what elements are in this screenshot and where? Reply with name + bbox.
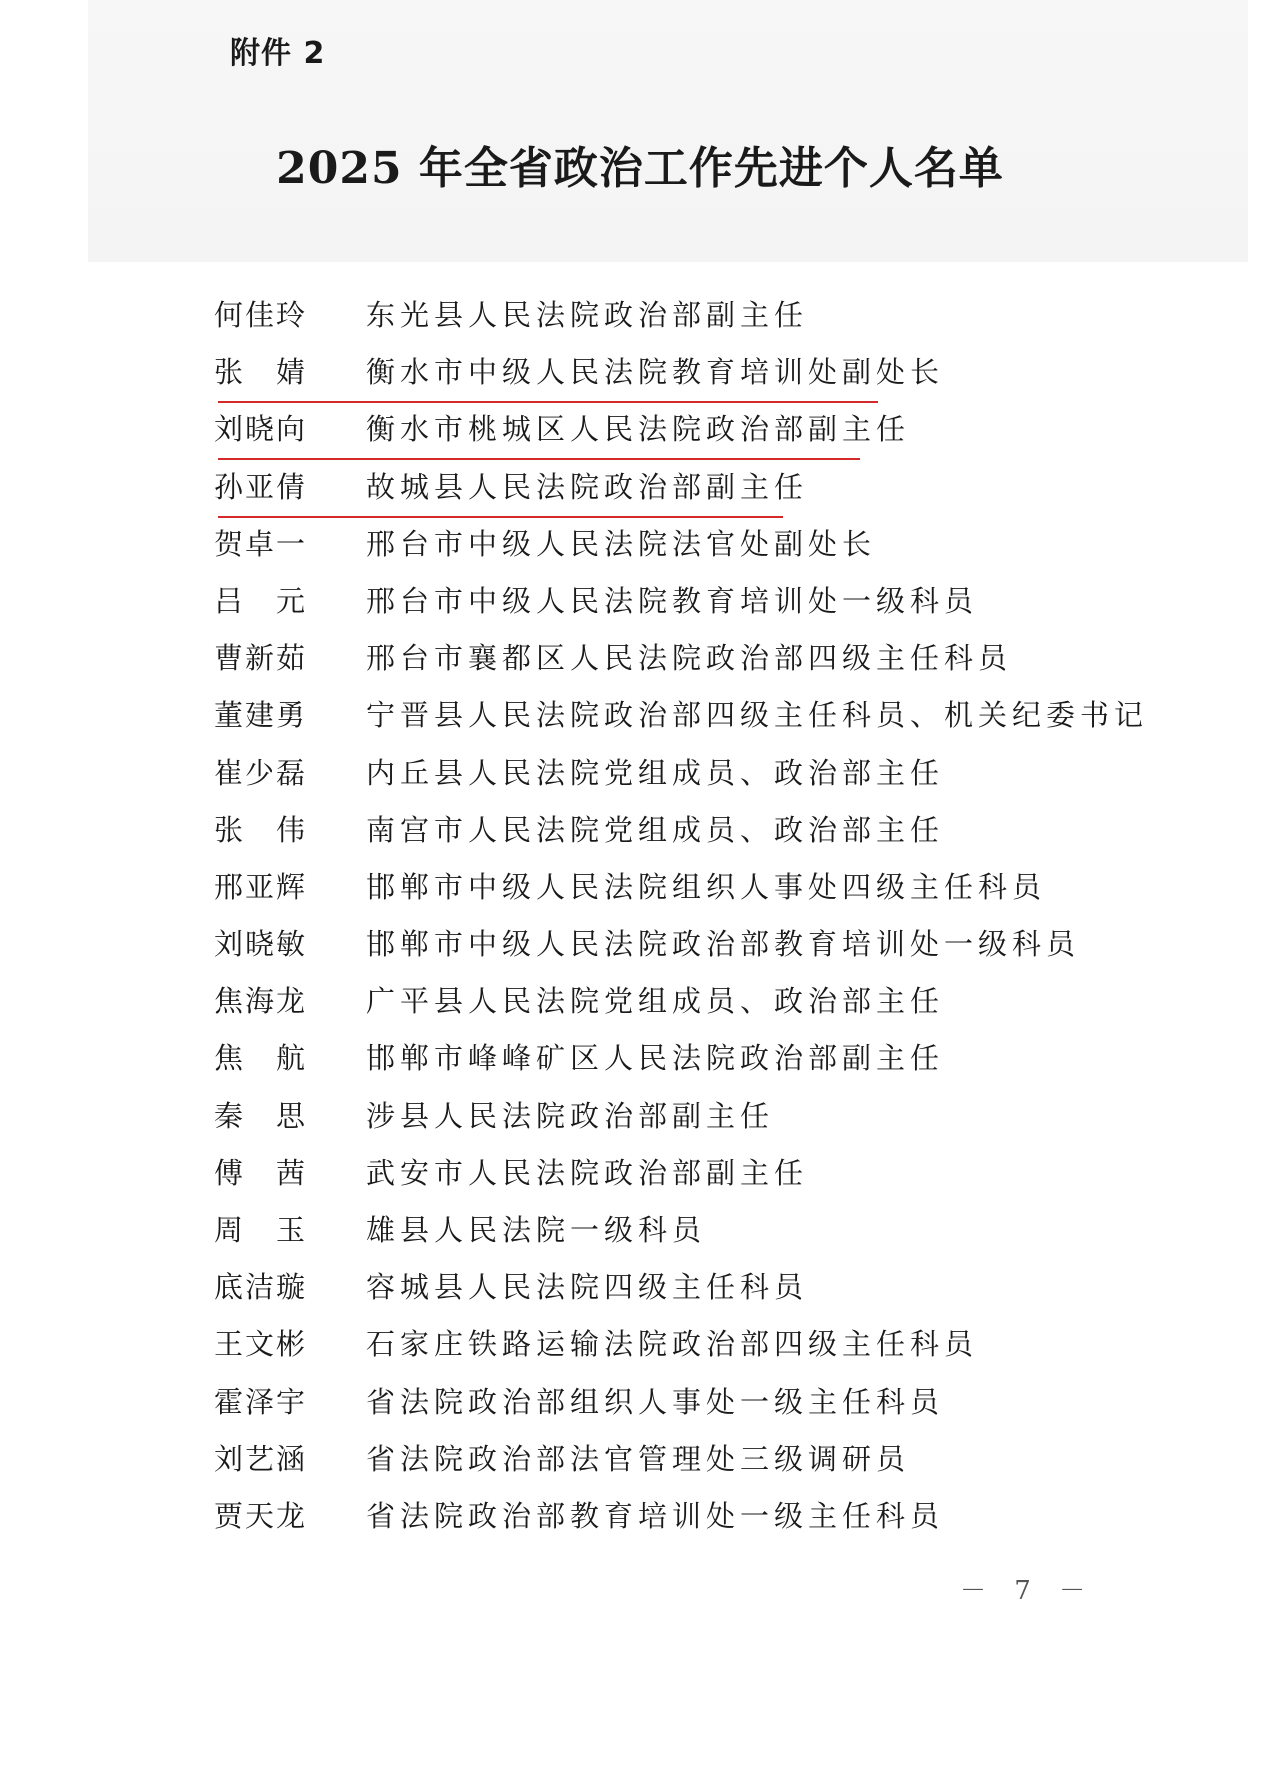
person-position: 省法院政治部法官管理处三级调研员 — [366, 1441, 911, 1476]
person-position: 邯郸市峰峰矿区人民法院政治部副主任 — [366, 1041, 945, 1076]
person-position: 宁晋县人民法院政治部四级主任科员、机关纪委书记 — [366, 698, 1149, 733]
person-position: 省法院政治部组织人事处一级主任科员 — [366, 1384, 945, 1419]
list-item — [214, 748, 1114, 805]
list-item — [214, 1205, 1114, 1262]
person-name: 秦 思 — [214, 1098, 308, 1133]
person-position: 邯郸市中级人民法院政治部教育培训处一级科员 — [366, 927, 1081, 962]
person-name: 董建勇 — [214, 698, 308, 733]
list-item — [214, 290, 1114, 347]
list-item — [214, 576, 1114, 633]
person-name: 刘晓敏 — [214, 927, 308, 962]
list-item — [214, 690, 1149, 747]
person-name: 吕 元 — [214, 583, 308, 618]
person-name: 何佳玲 — [214, 298, 308, 332]
person-position: 邢台市中级人民法院法官处副处长 — [366, 526, 877, 561]
red-underline — [218, 401, 878, 403]
person-position: 省法院政治部教育培训处一级主任科员 — [366, 1498, 945, 1533]
person-position: 雄县人民法院一级科员 — [366, 1213, 707, 1247]
person-name: 贾天龙 — [214, 1498, 308, 1533]
red-underline — [218, 458, 860, 460]
person-name: 傅 茜 — [214, 1155, 308, 1190]
person-position: 武安市人民法院政治部副主任 — [366, 1155, 809, 1190]
person-position: 广平县人民法院党组成员、政治部主任 — [366, 984, 945, 1019]
list-item — [214, 976, 1114, 1033]
person-name: 邢亚辉 — [214, 869, 308, 904]
person-name: 贺卓一 — [214, 526, 308, 561]
page-number: － 7 － — [960, 1576, 1096, 1606]
person-name: 刘艺涵 — [214, 1441, 308, 1476]
person-position: 邢台市中级人民法院教育培训处一级科员 — [366, 583, 979, 618]
list-item — [214, 919, 1114, 976]
person-name: 孙亚倩 — [214, 469, 308, 504]
person-position: 故城县人民法院政治部副主任 — [366, 469, 809, 504]
people-list — [214, 290, 1149, 1548]
person-position: 涉县人民法院政治部副主任 — [366, 1098, 775, 1133]
person-position: 邯郸市中级人民法院组织人事处四级主任科员 — [366, 869, 1047, 904]
list-item — [214, 862, 1114, 919]
person-position: 石家庄铁路运输法院政治部四级主任科员 — [366, 1327, 979, 1362]
person-name: 张 婧 — [214, 355, 308, 390]
list-item — [214, 1091, 1114, 1148]
list-item — [214, 1148, 1114, 1205]
person-name: 张 伟 — [214, 812, 308, 847]
person-name: 焦 航 — [214, 1041, 308, 1076]
person-position: 邢台市襄都区人民法院政治部四级主任科员 — [366, 641, 1013, 676]
list-item — [214, 1319, 1114, 1376]
list-item — [214, 404, 1114, 461]
person-position: 衡水市中级人民法院教育培训处副处长 — [366, 355, 945, 390]
person-name: 底洁璇 — [214, 1270, 308, 1305]
person-name: 崔少磊 — [214, 755, 308, 790]
list-item — [214, 1377, 1114, 1434]
person-name: 焦海龙 — [214, 984, 308, 1019]
page-title: 2025 年全省政治工作先进个人名单 — [276, 143, 1004, 194]
list-item — [214, 1434, 1114, 1491]
list-item — [214, 462, 1114, 519]
person-name: 周 玉 — [214, 1213, 308, 1247]
red-underline — [218, 516, 783, 518]
person-name: 刘晓向 — [214, 412, 308, 447]
person-position: 衡水市桃城区人民法院政治部副主任 — [366, 412, 911, 447]
person-name: 曹新茹 — [214, 641, 308, 676]
person-name: 霍泽宇 — [214, 1384, 308, 1419]
list-item — [214, 519, 1114, 576]
attachment-label: 附件 2 — [230, 36, 326, 71]
list-item — [214, 1262, 1114, 1319]
list-item — [214, 1491, 1114, 1548]
person-position: 南宫市人民法院党组成员、政治部主任 — [366, 812, 945, 847]
list-item — [214, 347, 1114, 404]
list-item — [214, 805, 1114, 862]
list-item — [214, 1033, 1114, 1090]
person-position: 内丘县人民法院党组成员、政治部主任 — [366, 755, 945, 790]
list-item — [214, 633, 1114, 690]
person-position: 东光县人民法院政治部副主任 — [366, 298, 809, 332]
person-name: 王文彬 — [214, 1327, 308, 1362]
person-position: 容城县人民法院四级主任科员 — [366, 1270, 809, 1305]
